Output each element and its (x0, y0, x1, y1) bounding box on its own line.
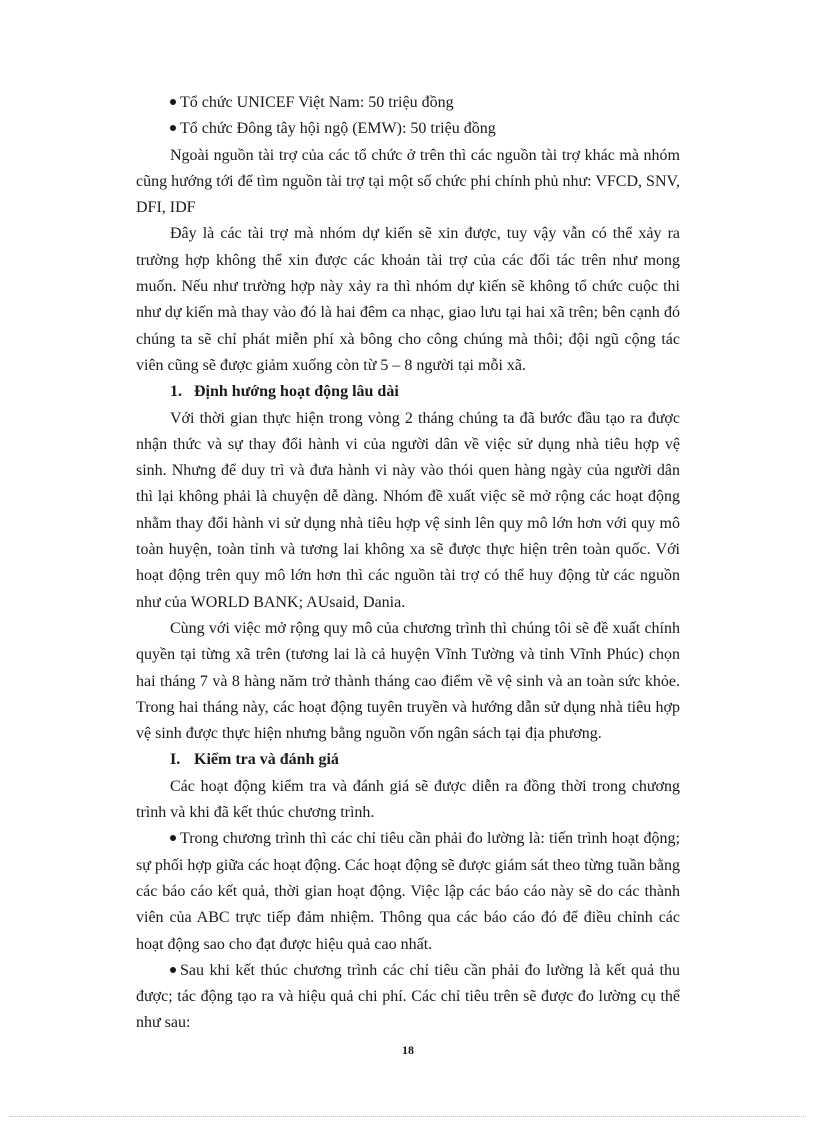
bullet-item-unicef: Tổ chức UNICEF Việt Nam: 50 triệu đồng (136, 90, 680, 116)
page-bottom-divider (10, 1116, 806, 1117)
bullet-dot-icon (170, 835, 176, 841)
body-text (136, 90, 680, 1037)
page-number: 18 (402, 1043, 414, 1057)
paragraph-other-sponsors: Ngoài nguồn tài trợ của các tổ chức ở trên thì các nguồn tài trợ khác mà nhóm cũng hướng tới để tìm nguồn tài trợ tại một số chức phi chính phủ như: VFCD, SNV, DFI, IDF (136, 146, 680, 217)
section-heading-long-term: 1. Định hướng hoạt động lâu dài (170, 383, 399, 401)
section-heading-evaluation: I. Kiểm tra và đánh giá (170, 751, 339, 769)
bullet-dot-icon (170, 125, 176, 131)
bullet-dot-icon (170, 967, 176, 973)
bullet-dot-icon (170, 99, 176, 105)
bullet-item-after-program: Sau khi kết thúc chương trình các chỉ tiêu cần phải đo lường là kết quả thu được; tác động tạo ra và hiệu quả chi phí. Các chỉ tiêu trên sẽ được đo lường cụ thể như sau: (136, 961, 680, 1032)
paragraph-contingency: Đây là các tài trợ mà nhóm dự kiến sẽ xin được, tuy vậy vẫn có thể xảy ra trường hợp không thể xin được các khoản tài trợ của các đối tác trên như mong muốn. Nếu như trường hợp này xảy ra thì nhóm dự kiến sẽ không tổ chức cuộc thi như dự kiến mà thay vào đó là hai đêm ca nhạc, giao lưu tại hai xã trên; bên cạnh đó chúng ta sẽ chỉ phát miễn phí xà bông cho công chúng mà thôi; đội ngũ cộng tác viên cũng sẽ được giảm xuống còn từ 5 – 8 người tại mỗi xã. (136, 225, 680, 374)
paragraph-long-term-2: Cùng với việc mở rộng quy mô của chương trình thì chúng tôi sẽ đề xuất chính quyền tại từng xã trên (tương lai là cả huyện Vĩnh Tường và tỉnh Vĩnh Phúc) chọn hai tháng 7 và 8 hàng năm trở thành tháng cao điểm về vệ sinh và an toàn sức khỏe. Trong hai tháng này, các hoạt động tuyên truyền và hướng dẫn sử dụng nhà tiêu hợp vệ sinh được thực hiện nhưng bằng nguồn vốn ngân sách tại địa phương. (136, 619, 680, 743)
paragraph-long-term-1: Với thời gian thực hiện trong vòng 2 tháng chúng ta đã bước đầu tạo ra được nhận thức và sự thay đổi hành vi của người dân về việc sử dụng nhà tiêu hợp vệ sinh. Nhưng để duy trì và đưa hành vi này vào thói quen hàng ngày của người dân thì lại không phải là chuyện dễ dàng. Nhóm đề xuất việc sẽ mở rộng các hoạt động nhằm thay đổi hành vi sử dụng nhà tiêu hợp vệ sinh lên quy mô lớn hơn với quy mô toàn huyện, toàn tỉnh và tương lai không xa sẽ được thực hiện trên toàn quốc. Với hoạt động trên quy mô lớn hơn thì các nguồn tài trợ có thể huy động từ các nguồn như của WORLD BANK; AUsaid, Dania. (136, 409, 680, 611)
bullet-item-during-program: Trong chương trình thì các chỉ tiêu cần phải đo lường là: tiến trình hoạt động; sự phối hợp giữa các hoạt động. Các hoạt động sẽ được giám sát theo từng tuần bằng các báo cáo kết quả, thời gian hoạt động. Việc lập các báo cáo này sẽ do các thành viên của ABC trực tiếp đảm nhiệm. Thông qua các báo cáo đó để điều chỉnh các hoạt động sao cho đạt được hiệu quả cao nhất. (136, 830, 680, 953)
bullet-item-emw: Tổ chức Đông tây hội ngộ (EMW): 50 triệu đồng (136, 116, 680, 142)
paragraph-evaluation: Các hoạt động kiểm tra và đánh giá sẽ được diễn ra đồng thời trong chương trình và khi đã kết thúc chương trình. (136, 777, 680, 822)
